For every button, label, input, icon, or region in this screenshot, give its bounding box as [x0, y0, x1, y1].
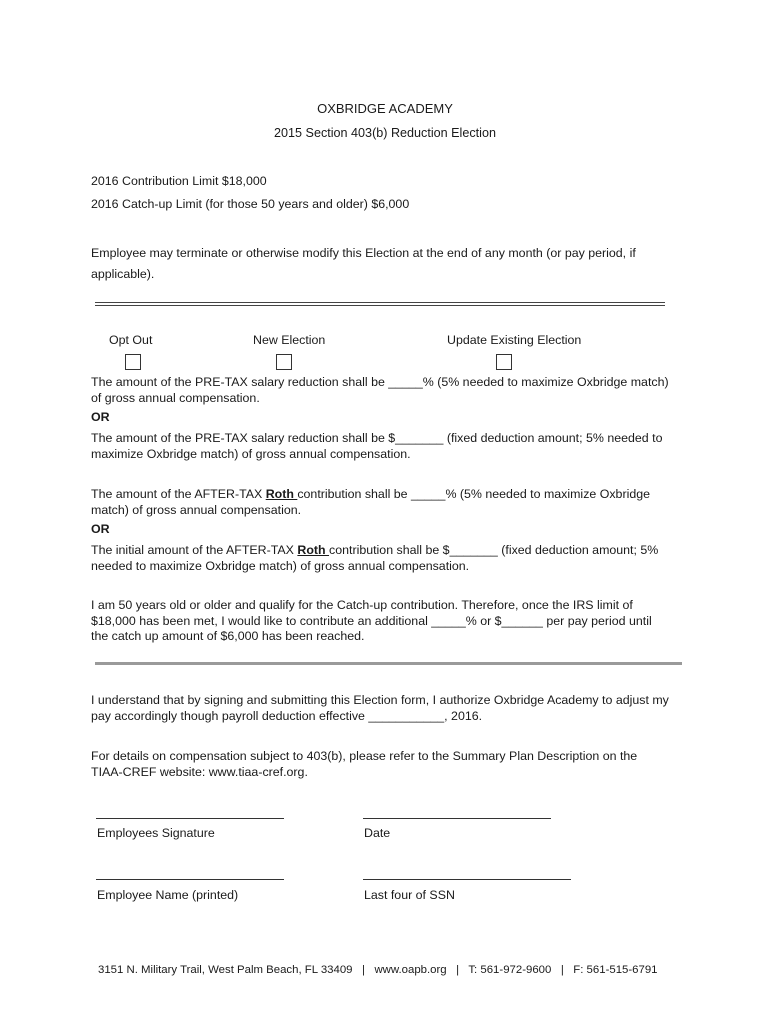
opt-out-checkbox[interactable]	[125, 354, 141, 370]
update-existing-label: Update Existing Election	[447, 333, 582, 347]
authorization-text: I understand that by signing and submitting this Election form, I authorize Oxbridge Academy to adjust my pay accordingly though payroll deduction effective ___________, 2016.	[91, 693, 669, 723]
footer-contact: 3151 N. Military Trail, West Palm Beach, FL 33409 | www.oapb.org | T: 561-972-9600 | F: 561-515-6791	[98, 964, 658, 976]
catchup-limit: 2016 Catch-up Limit (for those 50 years and older) $6,000	[91, 197, 410, 211]
new-election-label: New Election	[253, 333, 326, 347]
new-election-checkbox[interactable]	[276, 354, 292, 370]
section-divider-thick	[95, 662, 682, 665]
update-existing-checkbox[interactable]	[496, 354, 512, 370]
pretax-fixed-text: The amount of the PRE-TAX salary reduction shall be $_______ (fixed deduction amount; 5% needed to maximize Oxbridge match) of gross annual compensation.	[91, 431, 663, 461]
opt-out-label: Opt Out	[109, 333, 153, 347]
aftertax-or: OR	[91, 522, 110, 536]
employee-signature-label: Employees Signature	[97, 826, 215, 840]
roth-label: Roth	[297, 543, 330, 557]
pretax-percent-text: The amount of the PRE-TAX salary reduction shall be _____% (5% needed to maximize Oxbridge match) of gross annual compensation.	[91, 375, 669, 405]
catchup-statement: I am 50 years old or older and qualify for the Catch-up contribution. Therefore, once the IRS limit of $18,000 has been met, I would like to contribute an additional _____% or $______ per pay period until the catch up amount of $6,000 has been reached.	[91, 598, 652, 643]
ssn-line[interactable]	[363, 879, 571, 880]
roth-label: Roth	[265, 487, 298, 501]
aftertax-percent-text: The amount of the AFTER-TAX Roth contribution shall be _____% (5% needed to maximize Oxbridge match) of gross annual compensation.	[91, 487, 650, 517]
ssn-label: Last four of SSN	[364, 888, 455, 902]
aftertax-fixed-text: The initial amount of the AFTER-TAX Roth contribution shall be $_______ (fixed deduction amount; 5% needed to maximize Oxbridge match) of gross annual compensation.	[91, 543, 659, 573]
contribution-limit: 2016 Contribution Limit $18,000	[91, 174, 267, 188]
date-label: Date	[364, 826, 391, 840]
signature-line[interactable]	[96, 818, 284, 819]
date-line[interactable]	[363, 818, 551, 819]
pretax-or: OR	[91, 410, 110, 424]
employee-name-line[interactable]	[96, 879, 284, 880]
election-notice: Employee may terminate or otherwise modify this Election at the end of any month (or pay period, if applicable).	[91, 246, 636, 281]
document-subtitle: 2015 Section 403(b) Reduction Election	[274, 126, 496, 140]
section-divider	[95, 302, 665, 306]
details-text: For details on compensation subject to 403(b), please refer to the Summary Plan Description on the TIAA-CREF website: www.tiaa-cref.org.	[91, 749, 638, 779]
employee-name-label: Employee Name (printed)	[97, 888, 239, 902]
document-title: OXBRIDGE ACADEMY	[317, 101, 453, 116]
